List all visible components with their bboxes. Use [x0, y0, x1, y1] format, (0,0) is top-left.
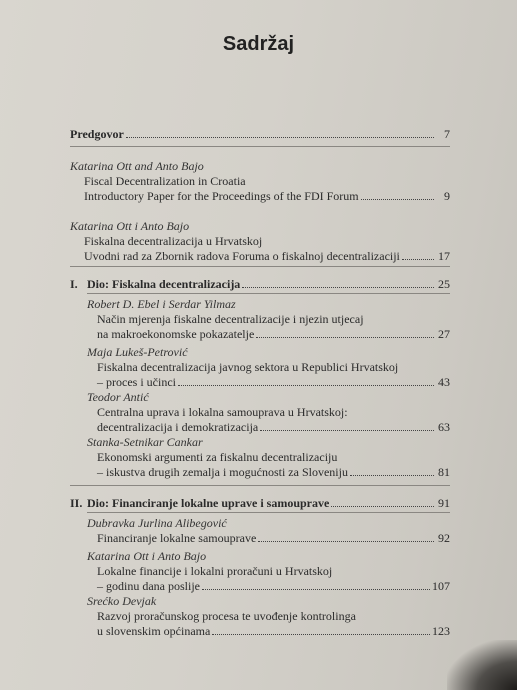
toc-entry-intro-en[interactable] [70, 159, 450, 204]
entry-author: Srećko Devjak [87, 594, 157, 608]
preface-label: Predgovor [70, 127, 124, 141]
entry-author: Dubravka Jurlina Alibegović [87, 516, 227, 530]
dot-leader [126, 136, 434, 138]
divider-rule [87, 293, 450, 294]
dot-leader [350, 474, 434, 476]
entry-author: Maja Lukeš-Petrović [87, 345, 188, 359]
entry-author: Teodor Antić [87, 390, 149, 404]
dot-leader [212, 633, 430, 635]
entry-title-line: Način mjerenja fiskalne decentralizacije i njezin utjecaj [97, 312, 364, 326]
toc-entry-preface[interactable] [70, 127, 450, 142]
part-page: 91 [438, 496, 450, 510]
entry-title-line: na makroekonomske pokazatelje [97, 327, 255, 341]
toc-part-1[interactable] [87, 277, 450, 292]
entry-page: 107 [432, 579, 450, 593]
divider-rule [87, 512, 450, 513]
dot-leader [361, 198, 434, 200]
corner-shadow [447, 640, 517, 690]
entry-page: 9 [444, 189, 450, 203]
dot-leader [202, 588, 430, 590]
entry-title-line: Lokalne financije i lokalni proračuni u Hrvatskoj [97, 564, 333, 578]
dot-leader [402, 258, 434, 260]
entry-title-line: decentralizacija i demokratizacija [97, 420, 259, 434]
entry-title-line: Centralna uprava i lokalna samouprava u Hrvatskoj: [97, 405, 348, 419]
preface-page: 7 [444, 127, 450, 141]
dot-leader [331, 505, 434, 507]
entry-page: 63 [438, 420, 450, 434]
entry-title-line: Razvoj proračunskog procesa te uvođenje kontrolinga [97, 609, 356, 623]
entry-title-line: Financiranje lokalne samouprave [97, 531, 257, 545]
entry-title-line: Ekonomski argumenti za fiskalnu decentralizaciju [97, 450, 338, 464]
toc-entry[interactable] [87, 594, 450, 639]
dot-leader [256, 336, 434, 338]
entry-title-line: u slovenskim općinama [97, 624, 211, 638]
entry-author: Stanka-Setnikar Cankar [87, 435, 203, 449]
entry-page: 17 [438, 249, 450, 263]
entry-page: 123 [432, 624, 450, 638]
entry-author: Robert D. Ebel i Serdar Yilmaz [87, 297, 236, 311]
entry-title-line: Fiscal Decentralization in Croatia [84, 174, 246, 188]
toc-entry[interactable] [87, 297, 450, 342]
dot-leader [178, 384, 434, 386]
entry-title-line: – godinu dana poslije [97, 579, 200, 593]
entry-page: 81 [438, 465, 450, 479]
entry-page: 43 [438, 375, 450, 389]
dot-leader [258, 540, 434, 542]
entry-title-line: Uvodni rad za Zbornik radova Foruma o fiskalnoj decentralizaciji [84, 249, 400, 263]
toc-entry-intro-hr[interactable] [70, 219, 450, 264]
entry-title-line: Fiskalna decentralizacija u Hrvatskoj [84, 234, 263, 248]
toc-entry[interactable] [87, 435, 450, 480]
toc-part-2[interactable] [87, 496, 450, 511]
divider-rule [70, 146, 450, 147]
dot-leader [260, 429, 434, 431]
entry-title-line: – proces i učinci [97, 375, 176, 389]
entry-author: Katarina Ott and Anto Bajo [70, 159, 204, 173]
toc-entry[interactable] [87, 549, 450, 594]
divider-rule [70, 485, 450, 486]
part-number: II. [70, 496, 83, 510]
entry-title-line: Fiskalna decentralizacija javnog sektora u Republici Hrvatskoj [97, 360, 399, 374]
entry-title-line: Introductory Paper for the Proceedings of the FDI Forum [84, 189, 359, 203]
entry-page: 27 [438, 327, 450, 341]
part-number: I. [70, 277, 78, 291]
part-page: 25 [438, 277, 450, 291]
entry-title-line: – iskustva drugih zemalja i mogućnosti za Sloveniju [97, 465, 348, 479]
page-title: Sadržaj [222, 33, 295, 55]
entry-page: 92 [438, 531, 450, 545]
entry-author: Katarina Ott i Anto Bajo [87, 549, 207, 563]
toc-entry[interactable] [87, 390, 450, 435]
divider-rule [70, 266, 450, 267]
part-label: Dio: Financiranje lokalne uprave i samouprave [87, 496, 330, 510]
toc-entry[interactable] [87, 345, 450, 390]
dot-leader [242, 286, 434, 288]
toc-entry[interactable] [87, 516, 450, 546]
entry-author: Katarina Ott i Anto Bajo [70, 219, 190, 233]
part-label: Dio: Fiskalna decentralizacija [87, 277, 241, 291]
